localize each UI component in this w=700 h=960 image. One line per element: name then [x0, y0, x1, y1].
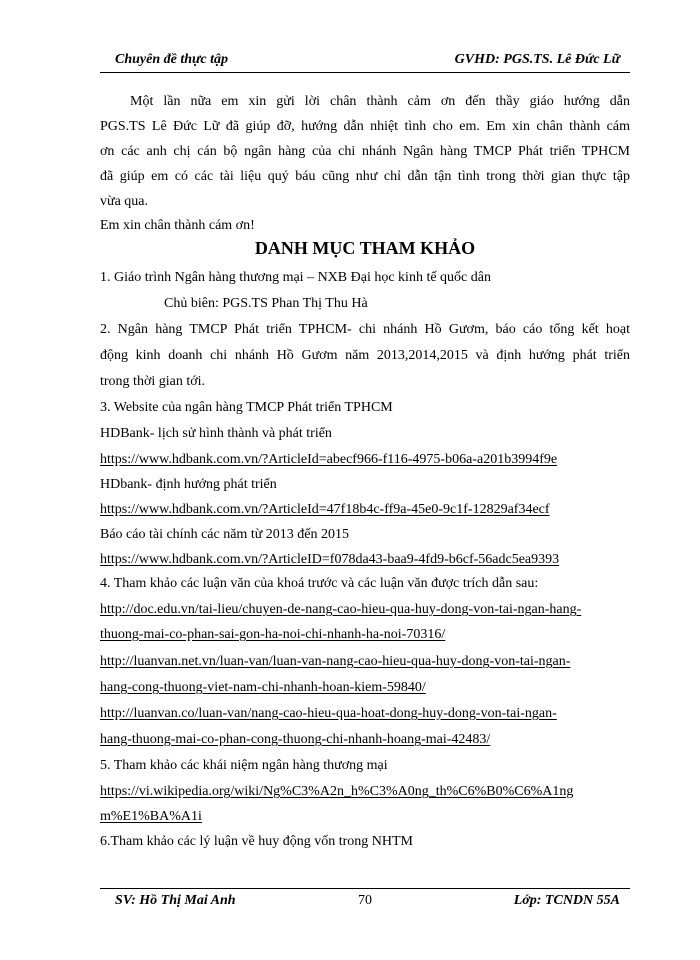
footer-student: SV: Hồ Thị Mai Anh — [115, 893, 236, 908]
ref-link-2[interactable]: https://www.hdbank.com.vn/?ArticleId=47f18b4c-ff9a-45e0-9c1f-12829af34ecf — [100, 502, 550, 517]
ref-line-6: 3. Website của ngân hàng TMCP Phát triển TPHCM — [100, 400, 393, 415]
ack-line-2: PGS.TS Lê Đức Lữ đã giúp đỡ, hướng dẫn nhiệt tình cho em. Em xin chân thành cám — [100, 119, 630, 134]
ack-line-3: ơn các anh chị cán bộ ngân hàng của chi nhánh Ngân hàng TMCP Phát triển TPHCM — [100, 144, 630, 159]
ref-link-6a[interactable]: http://luanvan.co/luan-van/nang-cao-hieu-qua-hoat-dong-huy-dong-von-tai-ngan- — [100, 706, 557, 721]
ref-link-5a[interactable]: http://luanvan.net.vn/luan-van/luan-van-nang-cao-hieu-qua-huy-dong-von-tai-ngan- — [100, 654, 571, 669]
ref-line-3: 2. Ngân hàng TMCP Phát triển TPHCM- chi nhánh Hồ Gươm, báo cáo tổng kết hoạt — [100, 322, 630, 337]
ref-line-11: Báo cáo tài chính các năm từ 2013 đến 2015 — [100, 527, 350, 542]
ref-link-6b[interactable]: hang-thuong-mai-co-phan-cong-thuong-chi-nhanh-hoang-mai-42483/ — [100, 732, 491, 747]
ack-line-4: đã giúp em có các tài liệu quý báu cũng như chỉ dẫn tận tình trong thời gian thực tập — [100, 169, 630, 184]
ref-line-20: 5. Tham khảo các khái niệm ngân hàng thương mại — [100, 758, 388, 773]
ref-link-7a[interactable]: https://vi.wikipedia.org/wiki/Ng%C3%A2n_h%C3%A0ng_th%C6%B0%C6%A1ng — [100, 784, 574, 799]
footer-class: Lớp: TCNDN 55A — [513, 893, 620, 908]
page-footer — [100, 888, 630, 913]
ack-line-1: Một lần nữa em xin gửi lời chân thành cảm ơn đến thầy giáo hướng dẫn — [130, 94, 630, 109]
ref-line-9: HDbank- định hướng phát triển — [100, 477, 277, 492]
ref-line-23: 6.Tham khảo các lý luận về huy động vốn trong NHTM — [100, 834, 413, 849]
page-header — [100, 50, 630, 73]
ref-line-4: động kinh doanh chi nhánh Hồ Gươm năm 2013,2014,2015 và định hướng phát triển — [100, 348, 630, 363]
ack-thanks: Em xin chân thành cám ơn! — [100, 218, 255, 233]
ref-line-2: Chủ biên: PGS.TS Phan Thị Thu Hà — [164, 296, 368, 311]
ref-link-3[interactable]: https://www.hdbank.com.vn/?ArticleID=f078da43-baa9-4fd9-b6cf-56adc5ea9393 — [100, 552, 560, 567]
ref-link-7b[interactable]: m%E1%BA%A1i — [100, 809, 202, 824]
page-number: 70 — [358, 893, 372, 908]
ref-line-7: HDBank- lịch sử hình thành và phát triển — [100, 426, 332, 441]
ref-link-5b[interactable]: hang-cong-thuong-viet-nam-chi-nhanh-hoan-kiem-59840/ — [100, 680, 426, 695]
ref-line-13: 4. Tham khảo các luận văn của khoá trước và các luận văn được trích dẫn sau: — [100, 576, 539, 591]
ack-line-5: vừa qua. — [100, 194, 149, 209]
ref-line-1: 1. Giáo trình Ngân hàng thương mại – NXB Đại học kinh tế quốc dân — [100, 270, 491, 285]
ref-link-4b[interactable]: thuong-mai-co-phan-sai-gon-ha-noi-chi-nhanh-ha-noi-70316/ — [100, 627, 446, 642]
header-topic: Chuyên đề thực tập — [115, 52, 229, 67]
ref-link-4a[interactable]: http://doc.edu.vn/tai-lieu/chuyen-de-nang-cao-hieu-qua-huy-dong-von-tai-ngan-hang- — [100, 602, 582, 617]
ref-link-1[interactable]: https://www.hdbank.com.vn/?ArticleId=abecf966-f116-4975-b06a-a201b3994f9e — [100, 452, 558, 467]
ref-line-5: trong thời gian tới. — [100, 374, 206, 389]
header-advisor: GVHD: PGS.TS. Lê Đức Lữ — [454, 52, 620, 67]
references-title: DANH MỤC THAM KHẢO — [254, 238, 476, 258]
